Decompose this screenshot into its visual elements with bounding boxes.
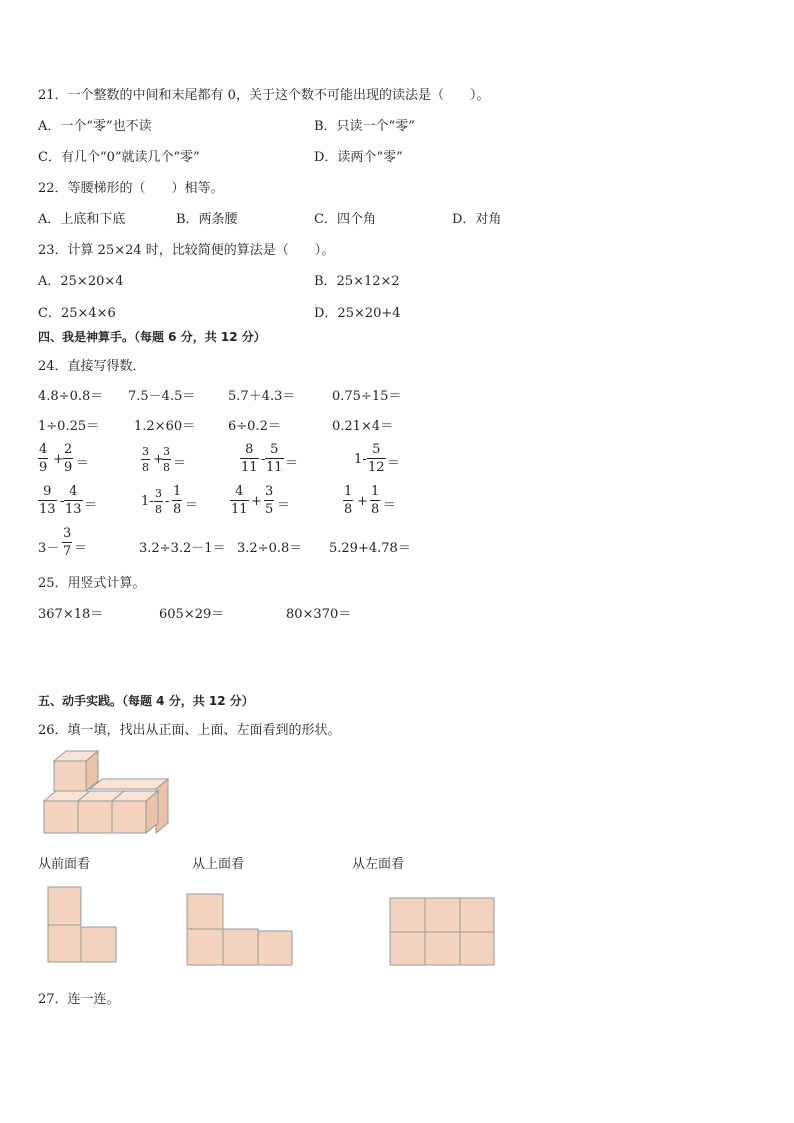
view-label-left: 从左面看: [352, 857, 405, 872]
view-square: [425, 898, 460, 932]
q25-stem: 25．用竖式计算。: [38, 576, 146, 591]
cube-front-face: [54, 761, 86, 791]
view-label-front: 从前面看: [38, 857, 91, 872]
q25-item-3: 80×370＝: [286, 607, 352, 622]
fraction: $\frac{4}{9}$: [39, 442, 48, 475]
q24-r2-c2: 1.2×60＝: [134, 419, 196, 434]
view-square: [223, 929, 258, 965]
q21-option-c: C．有几个“0”就读几个“零”: [38, 150, 200, 165]
q21-option-a: A．一个“零”也不读: [38, 119, 152, 134]
fraction: $\frac{3}{8}$: [142, 445, 149, 474]
view-square: [48, 887, 81, 925]
q21-option-d: D．读两个“零”: [314, 150, 403, 165]
q24-r5-c3: 3.2÷0.8＝: [237, 541, 303, 556]
view-square: [187, 894, 223, 929]
fraction: $\frac{2}{9}$: [64, 442, 73, 475]
q22-option-a: A．上底和下底: [38, 212, 126, 227]
fraction: $\frac{8}{11}$: [241, 442, 258, 475]
fraction: $\frac{1}{8}$: [344, 484, 353, 517]
q27-stem: 27．连一连。: [38, 992, 120, 1007]
fraction: $\frac{4}{11}$: [231, 484, 248, 517]
view-square: [48, 925, 81, 962]
fraction: $\frac{9}{13}$: [39, 484, 56, 517]
q22-option-b: B．两条腰: [176, 212, 238, 227]
fraction: $\frac{3}{5}$: [265, 484, 274, 517]
q21-option-b: B．只读一个“零”: [314, 119, 415, 134]
q23-option-c: C．25×4×6: [38, 306, 116, 321]
q23-stem: 23．计算 25×24 时，比较简便的算法是（ ）。: [38, 243, 335, 258]
section-5-title: 五、动手实践。（每题 4 分，共 12 分）: [38, 694, 254, 708]
view-square: [460, 898, 494, 932]
fraction: $\frac{1}{8}$: [371, 484, 380, 517]
fraction: $\frac{4}{13}$: [65, 484, 82, 517]
q24-r2-c3: 6÷0.2＝: [228, 419, 281, 434]
q23-option-d: D．25×20+4: [314, 306, 401, 321]
view-square: [460, 932, 494, 965]
view-square: [187, 929, 223, 965]
q24-r2-c1: 1÷0.25＝: [38, 419, 100, 434]
q25-item-2: 605×29＝: [159, 607, 225, 622]
fraction: $\frac{3}{8}$: [155, 487, 162, 516]
view-square: [390, 898, 425, 932]
q26-stem: 26．填一填，找出从正面、上面、左面看到的形状。: [38, 723, 341, 738]
fraction: $\frac{5}{12}$: [368, 442, 385, 475]
q24-r1-c1: 4.8÷0.8＝: [38, 389, 104, 404]
q22-option-d: D．对角: [452, 212, 502, 227]
q24-stem: 24．直接写得数．: [38, 359, 146, 374]
q24-r5-c2: 3.2÷3.2－1＝: [139, 541, 226, 556]
q25-item-1: 367×18＝: [38, 607, 104, 622]
view-square: [390, 932, 425, 965]
fraction: $\frac{1}{8}$: [173, 484, 182, 517]
fraction: $\frac{5}{11}$: [266, 442, 283, 475]
q24-r5-c4: 5.29+4.78＝: [329, 541, 411, 556]
q24-r1-c3: 5.7＋4.3＝: [228, 389, 296, 404]
fraction: $\frac{3}{7}$: [63, 526, 72, 559]
view-square: [258, 931, 292, 965]
q22-option-c: C．四个角: [314, 212, 376, 227]
q24-r1-c4: 0.75÷15＝: [332, 389, 402, 404]
view-square: [81, 927, 116, 962]
cube-stack-figure: [40, 745, 175, 840]
q23-option-b: B．25×12×2: [314, 274, 400, 289]
cube-front-face: [78, 801, 112, 833]
cube-top-face: [90, 779, 168, 789]
section-4-title: 四、我是神算手。（每题 6 分，共 12 分）: [38, 330, 266, 344]
view-label-top: 从上面看: [192, 857, 245, 872]
view-square: [425, 932, 460, 965]
q24-r2-c4: 0.21×4＝: [332, 419, 394, 434]
top-view-figure: [185, 892, 295, 968]
left-view-figure: [388, 895, 498, 969]
fraction: $\frac{3}{8}$: [163, 445, 170, 474]
q22-stem: 22．等腰梯形的（ ）相等。: [38, 181, 224, 196]
cube-front-face: [44, 801, 78, 833]
cube-front-face: [112, 801, 146, 833]
q23-option-a: A．25×20×4: [38, 274, 124, 289]
q21-stem: 21．一个整数的中间和末尾都有 0，关于这个数不可能出现的读法是（ ）。: [38, 88, 490, 103]
front-view-figure: [46, 885, 121, 965]
q24-r1-c2: 7.5－4.5＝: [128, 389, 196, 404]
